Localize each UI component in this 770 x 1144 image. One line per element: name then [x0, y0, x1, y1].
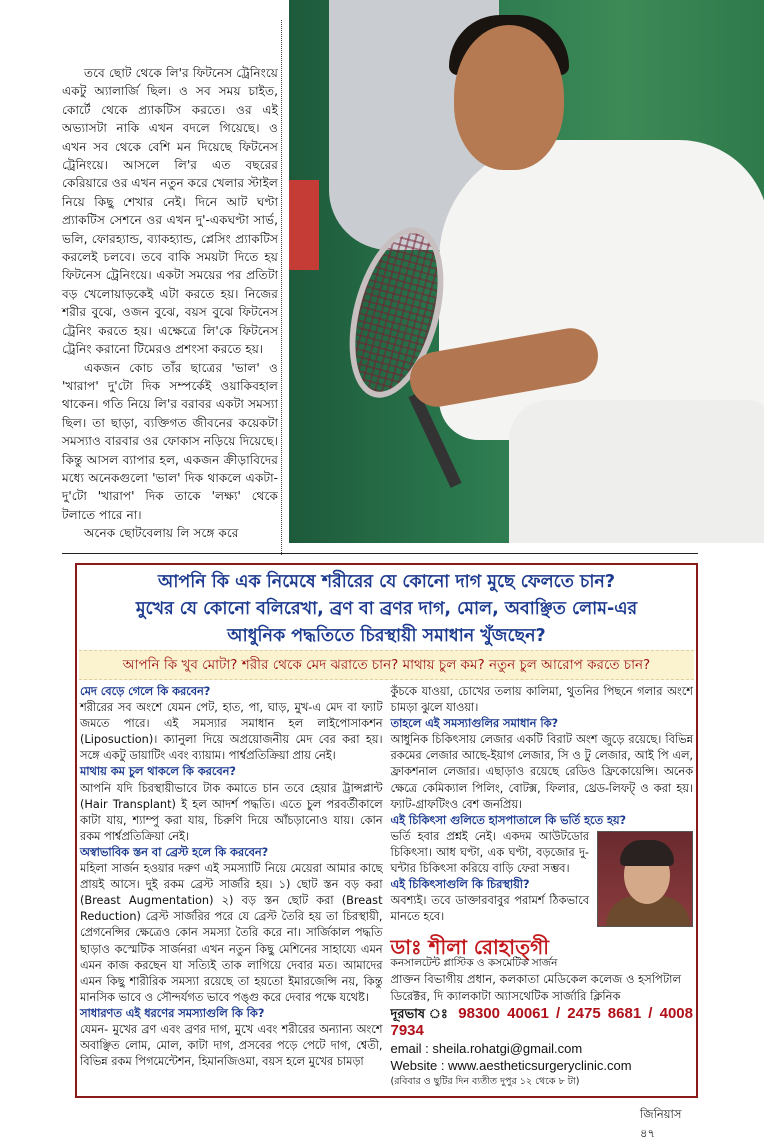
article-paragraph: একজন কোচ তাঁর ছাত্রের 'ভাল' ও 'খারাপ' দু'টো দিক সম্পর্কেই ওয়াকিবহাল থাকেন। গতি নিয়ে লি'র বরাবর একটা সমস্যা ছিল। তা ছাড়া, ব্যক্তিগত জীবনের কয়েকটা সমস্যাও বারবার ওর ফোকাস নড়িয়ে দিয়েছে। কিন্তু আসল ব্যাপার হল, একজন ক্রীড়াবিদের মধ্যে অনেকগুলো 'ভাল' দিক থাকলে একটা-দু'টো 'খারাপ' দিক তাকে 'লক্ষ্য' থেকে টলাতে পারে না। [62, 360, 278, 522]
doctor-photo [597, 831, 693, 927]
phone: দূরভাষ ঃ 98300 40061 / 2475 8681 / 4008 7934 [390, 1004, 693, 1040]
column-divider [281, 20, 282, 555]
advertisement [75, 563, 698, 1098]
email: email : sheila.rohatgi@gmail.com [390, 1041, 583, 1057]
article-paragraph: তবে ছোট থেকে লি'র ফিটনেস ট্রেনিংয়ে একটু অ্যালার্জি ছিল। ও সব সময় চাইত, কোর্টে থেকে প্র্যাকটিস করতে। ওর এই অভ্যাসটা নাকি এখন বদলে গিয়েছে। ও এখন সব থেকে বেশি মন দিয়েছে ফিটনেস ট্রেনিংয়ে। আসলে লি'র এত বছরের কেরিয়ারে ওর এখন নতুন করে খেলার স্টাইল নিয়ে কিছু শেখার নেই। দিনে আট ঘণ্টা প্র্যাকটিস সেশনে ওর এখন দু'-একঘণ্টা সার্ভ, ভলি, ফোরহ্যান্ড, ব্যাকহ্যান্ড, প্লেসিং প্র্যাকটিস করলেই চলবে। তবে বাকি সময়টা দিতে হয় ফিটনেস ট্রেনিংয়ে। একটা সময়ের পর প্রতিটা বড় খেলোয়াড়কেই এটা করতে হয়। নিজের শরীর বুঝে, ওজন বুঝে, বয়স বুঝে ফিটনেস ট্রেনিং করতে হয়। এক্ষেত্রে লি'কে ফিটনেস ট্রেনিং করানো টিমেরও প্রশংসা করতে হয়। [62, 66, 278, 357]
website: Website : www.aestheticsurgeryclinic.com [390, 1058, 632, 1074]
ad-left-column: মেদ বেড়ে গেলে কি করবেন? শরীরের সব অংশে যেমন পেট, হাত, পা, ঘাড়, মুখ-এ মেদ বা ফ্যাট জমতে পারে। এই সমস্যার সমাধান হল লাইপোসাকশন (Liposuction)। ক্যানুলা দিয়ে অপ্রয়োজনীয় মেদ বের করা হয়। সঙ্গে একটু ডায়াটিং এবং ব্যায়াম। পার্শ্বপ্রতিক্রিয়া প্রায় নেই। মাথায় কম চুল থাকলে কি করবেন? আপনি যদি চিরস্থায়ীভাবে টাক কমাতে চান তবে হেয়ার ট্রান্সপ্লান্ট (Hair Transplant) ই হল আদর্শ পদ্ধতি। এতে চুল পরবর্তীকালে কাটা যায়, শ্যাম্পু করা যায়, চিরুণি দিয়ে আঁচড়ানোও যায়। কোন রকম পার্শ্বপ্রতিক্রিয়া নেই। অস্বাভাবিক স্তন বা ব্রেস্ট হলে কি করবেন? মহিলা সার্জন হওয়ার দরুণ এই সমস্যাটি নিয়ে মেয়েরা আমার কাছে প্রায়ই আসে। দুই রকম ব্রেস্ট সার্জরি হয়। ১) ছোট স্তন বড় করা (Breast Augmentation) ২) বড় স্তন ছোট করা (Breast Reduction) ব্রেস্ট সার্জরির পরে যে ব্রেস্ট তৈরি হয় তা চিরস্থায়ী, প্রেগনেন্সির ক্ষেত্রেও কোন সমস্যা তৈরি করে না। সার্জিকাল পদ্ধতি ছাড়াও কস্মেটিক সার্জনরা এখন নতুন কিছু মেশিনের সাহায্যে এমন এমন কাজ করছেন যা সত্যিই তাক লাগিয়ে দেবার মত। আমাদের এমন কিছু শারীরিক সমস্যা রয়েছে তা হয়তো ইমারজেন্সি নয়, কিন্তু মানসিক ভাবে ও সৌন্দর্যগত ভাবে পঙ্গু করে দেবার পক্ষে যথেষ্ট। সাধারণত এই ধরণের সমস্যাগুলি কি কি? যেমন- মুখের ব্রণ এবং ব্রণর দাগ, মুখে এবং শরীরের অন্যান্য অংশে অবাঞ্ছিত লোম, মোল, কাটা দাগ, প্রসবের পড়ে পেটে দাগ, শ্বেতী, বিভিন্ন রকম পিগমেন্টেশন, হিমানজিওমা, বয়স হলে মুখের চামড়া [80, 685, 383, 1069]
ad-right-column: কুঁচকে যাওয়া, চোখের তলায় কালিমা, থুতনির পিছনে গলার অংশে চামড়া ঝুলে যাওয়া। তাহলে এই সমস্যাগুলির সমাধান কি? আধুনিক চিকিৎসায় লেজার একটি বিরাট অংশ জুড়ে রয়েছে। বিভিন্ন রকমের লেজার আছে-ইয়াগ লেজার, সি ও টু লেজার, আই পি এল, ফ্রাকশনাল লেজার। এছাড়াও রয়েছে রেডিও ফ্রিকোয়েন্সি। অনেক ক্ষেত্রে কেমিক্যাল পিলিং, বোটক্স, ফিলার, থ্রেড-লিফট্ ও করা হয়। ফ্যাট-গ্রাফটিংও বেশ জনপ্রিয়। এই চিকিৎসা গুলিতে হাসপাতালে কি ভর্তি হতে হয়? ভর্তি হবার প্রশ্নই নেই। একদম আউটডোর চিকিৎসা। আধ ঘণ্টা, এক ঘণ্টা, বড়জোর দু-ঘন্টার চিকিৎসা করিয়ে বাড়ি ফেরা সম্ভব। এই চিকিৎসাগুলি কি চিরস্থায়ী? অবশ্যই। তবে ডাক্তারবাবুর পরামর্শ ঠিকভাবে মানতে হবে। ডাঃ শীলা রোহাত্গী কনসালটেন্ট প্লাস্টিক ও কসমেটিক সার্জন প্রাক্তন বিভাগীয় প্রধান, কলকাতা মেডিকেল কলেজ ও হসপিটাল ডিরেক্টর, দি ক্যালকাটা অ্যাসথেটিক সার্জারি ক্লিনিক দূরভাষ ঃ 98300 40061 / 2475 8681 / 4008 7934 email : sheila.rohatgi@gmail.com Website : www.aestheticsurgeryclinic.com (রবিবার ও ছুটির দিন ব্যতীত দুপুর ১২ থেকে ৮ টা) [390, 685, 693, 1088]
article-paragraph: অনেক ছোটবেলায় লি সঙ্গে করে [84, 526, 239, 541]
doctor-name: ডাঃ শীলা রোহাত্গী [390, 934, 549, 959]
ad-strip: আপনি কি খুব মোটা? শরীর থেকে মেদ ঝরাতে চান? মাথায় চুল কম? নতুন চুল আরোপ করতে চান? [79, 650, 694, 680]
divider [62, 553, 698, 554]
page-footer: জিনিয়াস ৪৭ [640, 1107, 682, 1141]
tennis-player-photo [289, 0, 764, 543]
ad-headline: আপনি কি এক নিমেষে শরীরের যে কোনো দাগ মুছে ফেলতে চান? মুখের যে কোনো বলিরেখা, ব্রণ বা ব্রণর দাগ, মোল, অবাঞ্ছিত লোম-এর আধুনিক পদ্ধতিতে চিরস্থায়ী সমাধান খুঁজছেন? [135, 572, 638, 646]
article-text [62, 64, 278, 543]
